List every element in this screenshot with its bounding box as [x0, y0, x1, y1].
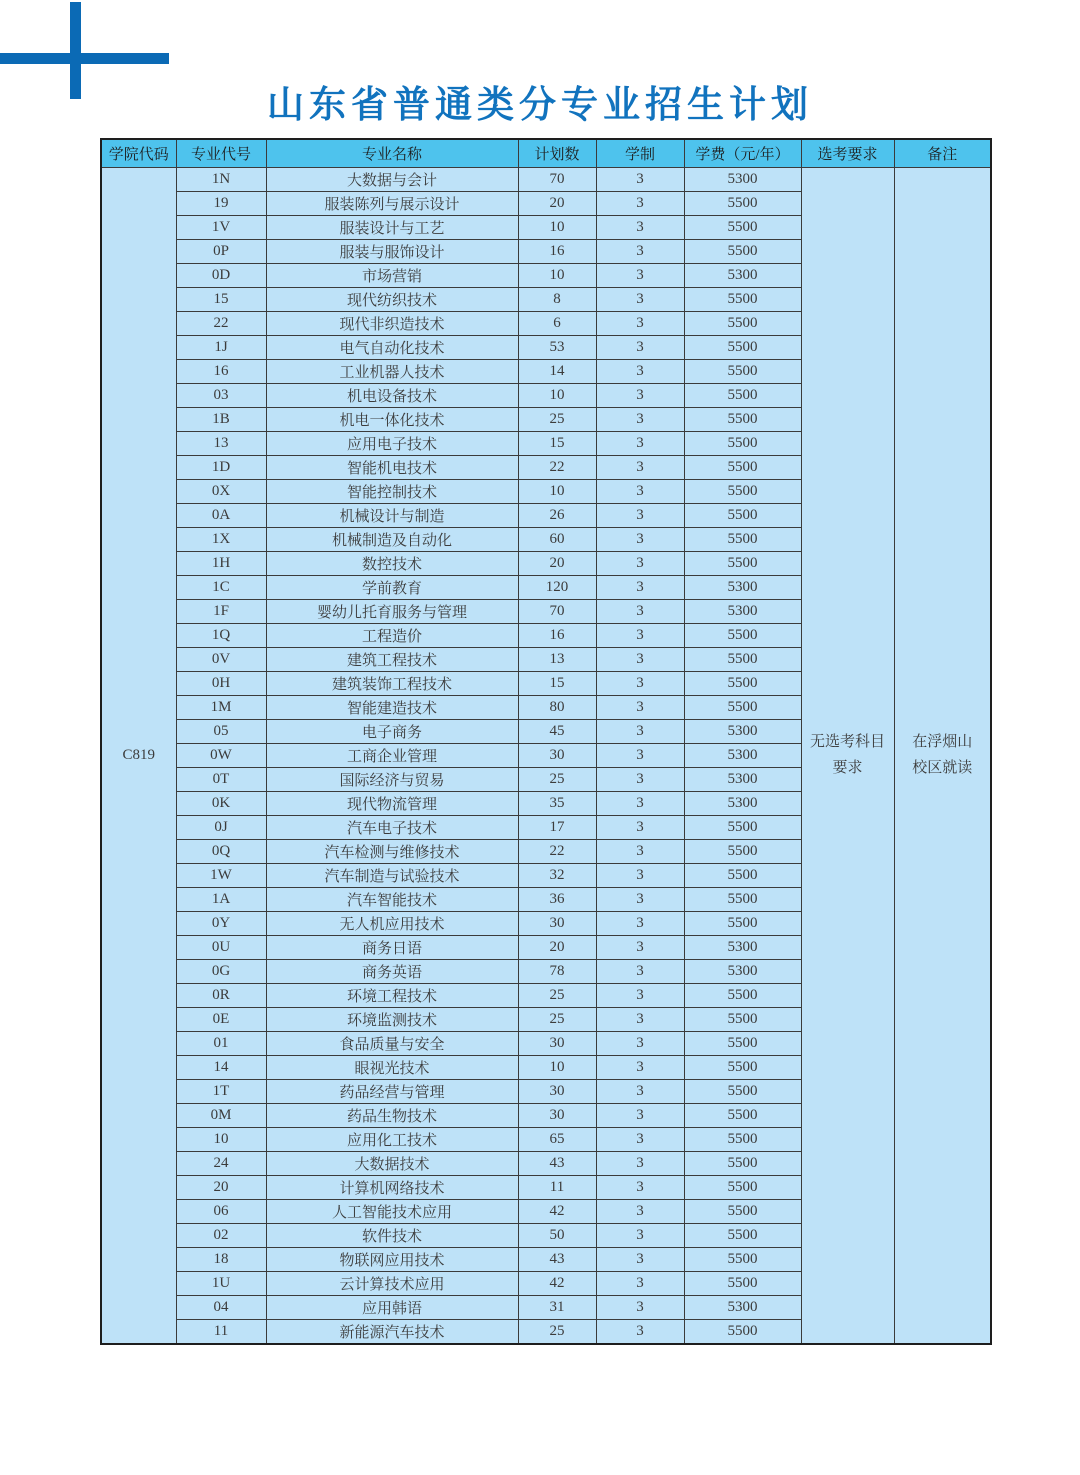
duration-cell: 3 [596, 720, 684, 744]
plan-count-cell: 6 [518, 312, 596, 336]
duration-cell: 3 [596, 744, 684, 768]
major-name-cell: 药品经营与管理 [266, 1080, 518, 1104]
duration-cell: 3 [596, 432, 684, 456]
header-plan-count: 计划数 [518, 139, 596, 168]
header-elective-requirement: 选考要求 [801, 139, 894, 168]
tuition-cell: 5500 [684, 384, 801, 408]
major-name-cell: 药品生物技术 [266, 1104, 518, 1128]
tuition-cell: 5500 [684, 1032, 801, 1056]
major-name-cell: 软件技术 [266, 1224, 518, 1248]
plan-count-cell: 25 [518, 768, 596, 792]
major-code-cell: 18 [176, 1248, 266, 1272]
tuition-cell: 5500 [684, 216, 801, 240]
plan-count-cell: 60 [518, 528, 596, 552]
major-code-cell: 0J [176, 816, 266, 840]
plan-count-cell: 15 [518, 672, 596, 696]
major-name-cell: 机电设备技术 [266, 384, 518, 408]
duration-cell: 3 [596, 1032, 684, 1056]
duration-cell: 3 [596, 360, 684, 384]
duration-cell: 3 [596, 672, 684, 696]
header-remark: 备注 [894, 139, 991, 168]
major-code-cell: 0H [176, 672, 266, 696]
header-tuition: 学费（元/年） [684, 139, 801, 168]
major-name-cell: 眼视光技术 [266, 1056, 518, 1080]
plan-count-cell: 31 [518, 1296, 596, 1320]
duration-cell: 3 [596, 1104, 684, 1128]
duration-cell: 3 [596, 1200, 684, 1224]
major-name-cell: 机械设计与制造 [266, 504, 518, 528]
admission-plan-table [100, 138, 992, 1345]
major-name-cell: 汽车智能技术 [266, 888, 518, 912]
tuition-cell: 5500 [684, 432, 801, 456]
major-name-cell: 无人机应用技术 [266, 912, 518, 936]
major-name-cell: 服装陈列与展示设计 [266, 192, 518, 216]
duration-cell: 3 [596, 816, 684, 840]
duration-cell: 3 [596, 1056, 684, 1080]
tuition-cell: 5300 [684, 168, 801, 192]
tuition-cell: 5500 [684, 888, 801, 912]
major-code-cell: 1X [176, 528, 266, 552]
plan-count-cell: 43 [518, 1248, 596, 1272]
major-code-cell: 1V [176, 216, 266, 240]
plan-count-cell: 11 [518, 1176, 596, 1200]
major-code-cell: 01 [176, 1032, 266, 1056]
tuition-cell: 5500 [684, 1080, 801, 1104]
tuition-cell: 5500 [684, 408, 801, 432]
major-code-cell: 13 [176, 432, 266, 456]
major-code-cell: 0M [176, 1104, 266, 1128]
tuition-cell: 5300 [684, 744, 801, 768]
plan-count-cell: 25 [518, 984, 596, 1008]
major-name-cell: 环境监测技术 [266, 1008, 518, 1032]
tuition-cell: 5500 [684, 912, 801, 936]
major-code-cell: 10 [176, 1128, 266, 1152]
plan-count-cell: 13 [518, 648, 596, 672]
tuition-cell: 5500 [684, 648, 801, 672]
plan-count-cell: 20 [518, 936, 596, 960]
major-name-cell: 建筑装饰工程技术 [266, 672, 518, 696]
tuition-cell: 5500 [684, 864, 801, 888]
major-name-cell: 汽车制造与试验技术 [266, 864, 518, 888]
major-name-cell: 智能机电技术 [266, 456, 518, 480]
duration-cell: 3 [596, 888, 684, 912]
plan-count-cell: 30 [518, 1080, 596, 1104]
major-name-cell: 人工智能技术应用 [266, 1200, 518, 1224]
page-title: 山东省普通类分专业招生计划 [267, 84, 813, 125]
major-name-cell: 国际经济与贸易 [266, 768, 518, 792]
major-code-cell: 1H [176, 552, 266, 576]
major-name-cell: 物联网应用技术 [266, 1248, 518, 1272]
tuition-cell: 5500 [684, 1128, 801, 1152]
duration-cell: 3 [596, 960, 684, 984]
major-code-cell: 0D [176, 264, 266, 288]
plan-count-cell: 32 [518, 864, 596, 888]
tuition-cell: 5500 [684, 984, 801, 1008]
tuition-cell: 5300 [684, 1296, 801, 1320]
plan-count-cell: 25 [518, 408, 596, 432]
duration-cell: 3 [596, 312, 684, 336]
duration-cell: 3 [596, 168, 684, 192]
major-code-cell: 1N [176, 168, 266, 192]
duration-cell: 3 [596, 504, 684, 528]
tuition-cell: 5500 [684, 1008, 801, 1032]
major-name-cell: 计算机网络技术 [266, 1176, 518, 1200]
duration-cell: 3 [596, 1128, 684, 1152]
duration-cell: 3 [596, 408, 684, 432]
tuition-cell: 5500 [684, 504, 801, 528]
duration-cell: 3 [596, 576, 684, 600]
major-code-cell: 15 [176, 288, 266, 312]
plan-count-cell: 25 [518, 1320, 596, 1345]
major-code-cell: 20 [176, 1176, 266, 1200]
table-row [101, 168, 991, 192]
major-name-cell: 应用韩语 [266, 1296, 518, 1320]
tuition-cell: 5500 [684, 1200, 801, 1224]
plan-count-cell: 53 [518, 336, 596, 360]
major-code-cell: 11 [176, 1320, 266, 1345]
plan-count-cell: 30 [518, 744, 596, 768]
major-name-cell: 服装设计与工艺 [266, 216, 518, 240]
plan-count-cell: 16 [518, 624, 596, 648]
major-name-cell: 食品质量与安全 [266, 1032, 518, 1056]
duration-cell: 3 [596, 1320, 684, 1345]
duration-cell: 3 [596, 936, 684, 960]
plan-count-cell: 50 [518, 1224, 596, 1248]
major-name-cell: 服装与服饰设计 [266, 240, 518, 264]
major-code-cell: 1J [176, 336, 266, 360]
plan-count-cell: 22 [518, 840, 596, 864]
major-name-cell: 汽车检测与维修技术 [266, 840, 518, 864]
major-name-cell: 商务英语 [266, 960, 518, 984]
header-college-code: 学院代码 [101, 139, 176, 168]
major-name-cell: 汽车电子技术 [266, 816, 518, 840]
tuition-cell: 5300 [684, 600, 801, 624]
tuition-cell: 5500 [684, 1320, 801, 1345]
tuition-cell: 5500 [684, 816, 801, 840]
major-code-cell: 0U [176, 936, 266, 960]
tuition-cell: 5500 [684, 552, 801, 576]
plan-count-cell: 78 [518, 960, 596, 984]
major-code-cell: 0A [176, 504, 266, 528]
tuition-cell: 5500 [684, 1176, 801, 1200]
duration-cell: 3 [596, 864, 684, 888]
major-name-cell: 大数据技术 [266, 1152, 518, 1176]
tuition-cell: 5300 [684, 936, 801, 960]
cross-horizontal-bar [0, 53, 169, 64]
plan-count-cell: 30 [518, 912, 596, 936]
duration-cell: 3 [596, 384, 684, 408]
plan-count-cell: 65 [518, 1128, 596, 1152]
major-name-cell: 市场营销 [266, 264, 518, 288]
major-name-cell: 智能建造技术 [266, 696, 518, 720]
major-name-cell: 大数据与会计 [266, 168, 518, 192]
major-name-cell: 电子商务 [266, 720, 518, 744]
tuition-cell: 5500 [684, 456, 801, 480]
duration-cell: 3 [596, 528, 684, 552]
plan-count-cell: 36 [518, 888, 596, 912]
major-name-cell: 数控技术 [266, 552, 518, 576]
duration-cell: 3 [596, 1296, 684, 1320]
tuition-cell: 5300 [684, 576, 801, 600]
major-name-cell: 商务日语 [266, 936, 518, 960]
major-code-cell: 1A [176, 888, 266, 912]
major-name-cell: 应用化工技术 [266, 1128, 518, 1152]
tuition-cell: 5500 [684, 312, 801, 336]
plan-count-cell: 8 [518, 288, 596, 312]
major-code-cell: 1M [176, 696, 266, 720]
duration-cell: 3 [596, 912, 684, 936]
major-name-cell: 工程造价 [266, 624, 518, 648]
major-code-cell: 0T [176, 768, 266, 792]
plan-count-cell: 42 [518, 1272, 596, 1296]
tuition-cell: 5500 [684, 360, 801, 384]
plan-count-cell: 70 [518, 600, 596, 624]
tuition-cell: 5500 [684, 840, 801, 864]
tuition-cell: 5500 [684, 1152, 801, 1176]
plan-count-cell: 10 [518, 264, 596, 288]
major-code-cell: 0X [176, 480, 266, 504]
duration-cell: 3 [596, 1248, 684, 1272]
elective-requirement-cell: 无选考科目 要求 [801, 168, 894, 1345]
duration-cell: 3 [596, 768, 684, 792]
plan-count-cell: 42 [518, 1200, 596, 1224]
major-name-cell: 应用电子技术 [266, 432, 518, 456]
plan-count-cell: 25 [518, 1008, 596, 1032]
plan-count-cell: 120 [518, 576, 596, 600]
plan-count-cell: 10 [518, 384, 596, 408]
major-name-cell: 建筑工程技术 [266, 648, 518, 672]
major-code-cell: 0E [176, 1008, 266, 1032]
plan-count-cell: 10 [518, 1056, 596, 1080]
plan-count-cell: 15 [518, 432, 596, 456]
major-code-cell: 1Q [176, 624, 266, 648]
major-name-cell: 新能源汽车技术 [266, 1320, 518, 1345]
tuition-cell: 5500 [684, 696, 801, 720]
plan-count-cell: 30 [518, 1032, 596, 1056]
major-code-cell: 02 [176, 1224, 266, 1248]
header-major-name: 专业名称 [266, 139, 518, 168]
tuition-cell: 5300 [684, 768, 801, 792]
major-code-cell: 1U [176, 1272, 266, 1296]
tuition-cell: 5300 [684, 960, 801, 984]
major-code-cell: 05 [176, 720, 266, 744]
duration-cell: 3 [596, 1272, 684, 1296]
plan-count-cell: 20 [518, 552, 596, 576]
major-code-cell: 19 [176, 192, 266, 216]
plan-count-cell: 26 [518, 504, 596, 528]
plan-count-cell: 43 [518, 1152, 596, 1176]
tuition-cell: 5500 [684, 1104, 801, 1128]
tuition-cell: 5500 [684, 1224, 801, 1248]
major-code-cell: 03 [176, 384, 266, 408]
remark-cell: 在浮烟山 校区就读 [894, 168, 991, 1345]
major-code-cell: 1C [176, 576, 266, 600]
major-code-cell: 1F [176, 600, 266, 624]
header-duration: 学制 [596, 139, 684, 168]
duration-cell: 3 [596, 648, 684, 672]
major-code-cell: 0W [176, 744, 266, 768]
tuition-cell: 5500 [684, 240, 801, 264]
duration-cell: 3 [596, 1152, 684, 1176]
tuition-cell: 5500 [684, 192, 801, 216]
major-code-cell: 0Q [176, 840, 266, 864]
major-code-cell: 0V [176, 648, 266, 672]
plan-count-cell: 17 [518, 816, 596, 840]
major-code-cell: 1D [176, 456, 266, 480]
major-name-cell: 工业机器人技术 [266, 360, 518, 384]
major-name-cell: 婴幼儿托育服务与管理 [266, 600, 518, 624]
plan-count-cell: 70 [518, 168, 596, 192]
duration-cell: 3 [596, 240, 684, 264]
major-code-cell: 22 [176, 312, 266, 336]
tuition-cell: 5500 [684, 336, 801, 360]
major-code-cell: 04 [176, 1296, 266, 1320]
duration-cell: 3 [596, 288, 684, 312]
major-name-cell: 学前教育 [266, 576, 518, 600]
major-code-cell: 24 [176, 1152, 266, 1176]
major-code-cell: 1W [176, 864, 266, 888]
duration-cell: 3 [596, 192, 684, 216]
major-name-cell: 云计算技术应用 [266, 1272, 518, 1296]
duration-cell: 3 [596, 624, 684, 648]
plan-count-cell: 10 [518, 480, 596, 504]
plan-count-cell: 16 [518, 240, 596, 264]
college-code-cell: C819 [101, 168, 176, 1345]
plan-count-cell: 30 [518, 1104, 596, 1128]
duration-cell: 3 [596, 552, 684, 576]
tuition-cell: 5500 [684, 288, 801, 312]
duration-cell: 3 [596, 480, 684, 504]
tuition-cell: 5500 [684, 1056, 801, 1080]
plan-count-cell: 22 [518, 456, 596, 480]
tuition-cell: 5500 [684, 672, 801, 696]
duration-cell: 3 [596, 336, 684, 360]
header-major-code: 专业代号 [176, 139, 266, 168]
duration-cell: 3 [596, 264, 684, 288]
major-name-cell: 现代纺织技术 [266, 288, 518, 312]
major-name-cell: 工商企业管理 [266, 744, 518, 768]
major-name-cell: 环境工程技术 [266, 984, 518, 1008]
major-code-cell: 14 [176, 1056, 266, 1080]
tuition-cell: 5300 [684, 264, 801, 288]
plan-count-cell: 80 [518, 696, 596, 720]
major-code-cell: 16 [176, 360, 266, 384]
tuition-cell: 5300 [684, 792, 801, 816]
tuition-cell: 5500 [684, 480, 801, 504]
duration-cell: 3 [596, 1008, 684, 1032]
major-code-cell: 06 [176, 1200, 266, 1224]
major-code-cell: 1T [176, 1080, 266, 1104]
major-name-cell: 智能控制技术 [266, 480, 518, 504]
major-name-cell: 现代物流管理 [266, 792, 518, 816]
tuition-cell: 5300 [684, 720, 801, 744]
duration-cell: 3 [596, 696, 684, 720]
duration-cell: 3 [596, 600, 684, 624]
major-code-cell: 0R [176, 984, 266, 1008]
header-row [101, 139, 991, 168]
tuition-cell: 5500 [684, 624, 801, 648]
major-name-cell: 机电一体化技术 [266, 408, 518, 432]
major-code-cell: 0Y [176, 912, 266, 936]
plan-count-cell: 20 [518, 192, 596, 216]
duration-cell: 3 [596, 216, 684, 240]
plan-count-cell: 45 [518, 720, 596, 744]
duration-cell: 3 [596, 840, 684, 864]
plan-count-cell: 35 [518, 792, 596, 816]
tuition-cell: 5500 [684, 528, 801, 552]
major-name-cell: 机械制造及自动化 [266, 528, 518, 552]
duration-cell: 3 [596, 792, 684, 816]
duration-cell: 3 [596, 1224, 684, 1248]
duration-cell: 3 [596, 1176, 684, 1200]
plan-count-cell: 14 [518, 360, 596, 384]
duration-cell: 3 [596, 456, 684, 480]
duration-cell: 3 [596, 1080, 684, 1104]
major-code-cell: 0K [176, 792, 266, 816]
tuition-cell: 5500 [684, 1272, 801, 1296]
major-code-cell: 0G [176, 960, 266, 984]
plan-count-cell: 10 [518, 216, 596, 240]
major-name-cell: 电气自动化技术 [266, 336, 518, 360]
major-code-cell: 0P [176, 240, 266, 264]
duration-cell: 3 [596, 984, 684, 1008]
tuition-cell: 5500 [684, 1248, 801, 1272]
major-name-cell: 现代非织造技术 [266, 312, 518, 336]
table-body [101, 168, 991, 1345]
major-code-cell: 1B [176, 408, 266, 432]
